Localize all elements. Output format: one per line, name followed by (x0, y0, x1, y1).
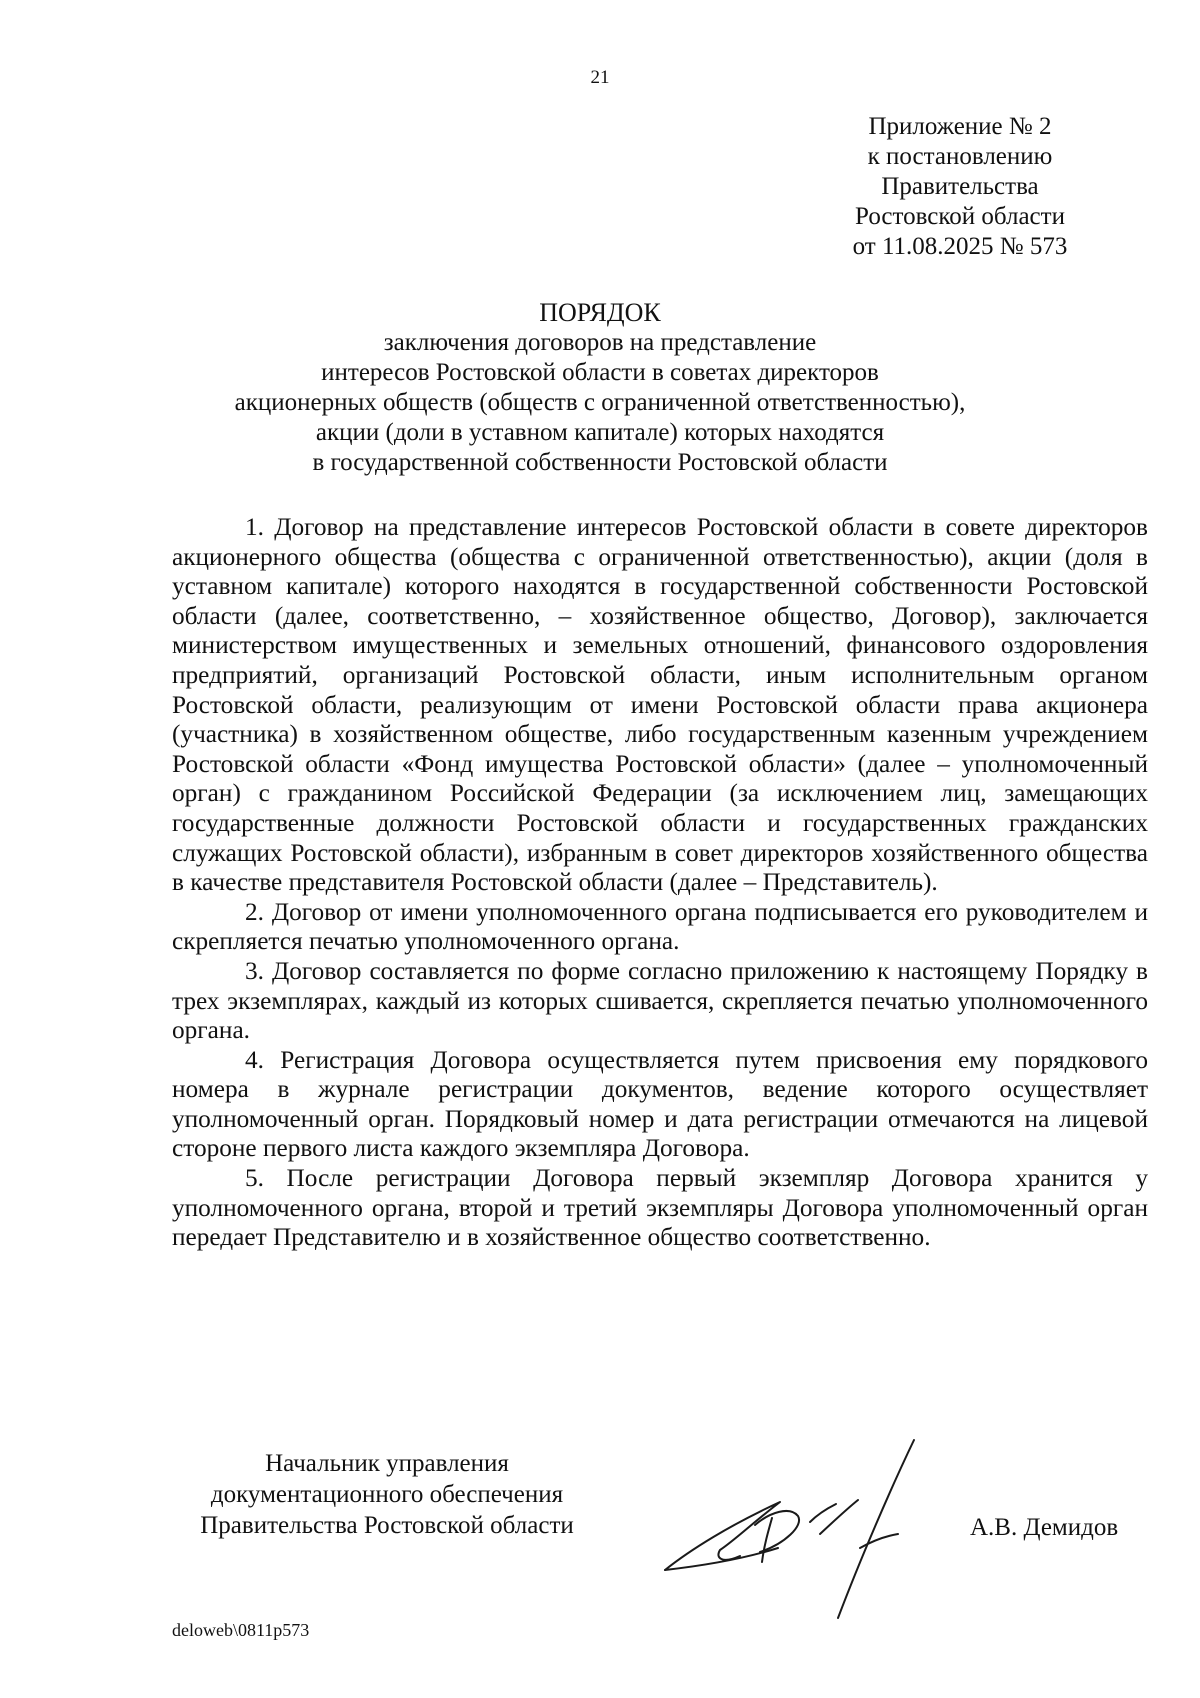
signer-position-line: документационного обеспечения (210, 1481, 564, 1508)
appendix-line: Правительства (881, 173, 1039, 200)
page-number: 21 (590, 67, 610, 88)
signer-position (172, 1448, 602, 1541)
document-subtitle-line: акционерных обществ (обществ с ограниченной ответственностью), (234, 389, 966, 416)
document-body (172, 513, 1148, 1253)
appendix-block (820, 112, 1100, 262)
signer-name: А.В. Демидов (970, 1514, 1119, 1541)
document-subtitle-line: заключения договоров на представление (383, 329, 817, 356)
appendix-line: к постановлению (867, 143, 1053, 170)
document-heading (100, 298, 1100, 478)
paragraph-1: 1. Договор на представление интересов Ростовской области в совете директоров акционерного общества (общества с ограниченной ответственностью), акции (доля в уставном капитале) которого находятся в государственной собственности Ростовской области (далее, соответственно, – хозяйственное общество, Договор), заключается министерством имущественных и земельных отношений, финансового оздоровления предприятий, организаций Ростовской области, иным исполнительным органом Ростовской области, реализующим от имени Ростовской области права акционера (участника) в хозяйственном обществе, либо государственным казенным учреждением Ростовской области «Фонд имущества Ростовской области» (далее – уполномоченный орган) с гражданином Российской Федерации (за исключением лиц, замещающих государственные должности Ростовской области и государственных гражданских служащих Ростовской области), избранным в совет директоров хозяйственного общества в качестве представителя Ростовской области (далее – Представитель). (172, 513, 1148, 897)
paragraph-5: 5. После регистрации Договора первый экземпляр Договора хранится у уполномоченного органа, второй и третий экземпляры Договора уполномоченный орган передает Представителю и в хозяйственное общество соответственно. (172, 1164, 1148, 1252)
signer-position-line: Правительства Ростовской области (200, 1512, 574, 1539)
signer-position-line: Начальник управления (265, 1450, 509, 1477)
document-subtitle-line: интересов Ростовской области в советах директоров (321, 359, 879, 386)
appendix-line: Приложение № 2 (868, 113, 1052, 140)
handwritten-signature (660, 1430, 940, 1630)
appendix-line: Ростовской области (855, 203, 1065, 230)
paragraph-4: 4. Регистрация Договора осуществляется путем присвоения ему порядкового номера в журнале регистрации документов, ведение которого осуществляет уполномоченный орган. Порядковый номер и дата регистрации отмечаются на лицевой стороне первого листа каждого экземпляра Договора. (172, 1045, 1148, 1163)
document-subtitle-line: акции (доли в уставном капитале) которых находятся (315, 419, 885, 446)
document-title: ПОРЯДОК (539, 298, 661, 327)
document-code: deloweb\0811p573 (172, 1620, 310, 1640)
paragraph-2: 2. Договор от имени уполномоченного органа подписывается его руководителем и скрепляется печатью уполномоченного органа. (172, 897, 1148, 956)
appendix-line: от 11.08.2025 № 573 (852, 233, 1068, 260)
document-subtitle-line: в государственной собственности Ростовской области (312, 449, 888, 476)
paragraph-3: 3. Договор составляется по форме согласно приложению к настоящему Порядку в трех экземплярах, каждый из которых сшивается, скрепляется печатью уполномоченного органа. (172, 956, 1148, 1045)
